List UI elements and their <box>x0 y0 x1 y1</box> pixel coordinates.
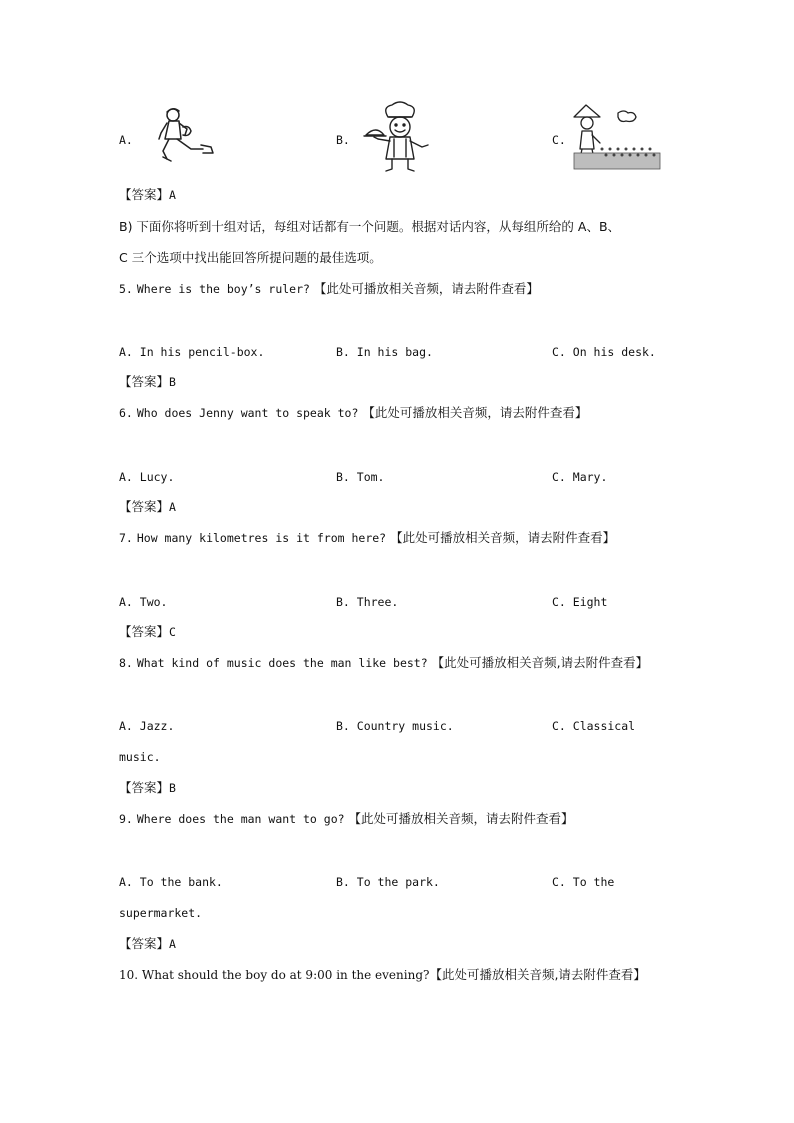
option-label: C. <box>552 133 566 147</box>
answer-value: A <box>169 188 176 202</box>
question-10 <box>119 967 646 983</box>
q7-option-a: A. Two. <box>119 595 168 609</box>
q6-option-b: B. Tom. <box>336 470 385 484</box>
audio-note: 【此处可播放相关音频，请去附件查看】 <box>362 405 588 420</box>
question-text: How many kilometres is it from here? <box>136 531 387 545</box>
q5-answer <box>119 374 176 390</box>
q9-option-a: A. To the bank. <box>119 875 223 889</box>
section-b-instruction-line1: B) 下面你将听到十组对话，每组对话都有一个问题。根据对话内容，从每组所给的 A、B、 <box>119 219 621 234</box>
question-number: 8. <box>119 656 133 670</box>
q5-option-b: B. In his bag. <box>336 345 433 359</box>
question-7 <box>119 530 615 546</box>
q9-option-b: B. To the park. <box>336 875 440 889</box>
answer-value: C <box>169 625 176 639</box>
answer-label: 【答案】 <box>119 624 170 639</box>
answer-value: B <box>169 781 176 795</box>
q8-answer <box>119 780 176 796</box>
q7-option-b: B. Three. <box>336 595 399 609</box>
q8-option-c-continued: music. <box>119 750 161 764</box>
question-text: What should the boy do at 9:00 in the evening? <box>141 968 430 982</box>
question-number: 7. <box>119 531 133 545</box>
question-text: Who does Jenny want to speak to? <box>136 406 359 420</box>
audio-note: 【此处可播放相关音频，请去附件查看】 <box>313 281 539 296</box>
question-6 <box>119 405 587 421</box>
audio-note: 【此处可播放相关音频，请去附件查看】 <box>390 530 616 545</box>
q4-answer <box>119 187 176 203</box>
option-label: A. <box>119 133 133 147</box>
answer-label: 【答案】 <box>119 936 170 951</box>
question-8 <box>119 655 648 671</box>
q7-option-c: C. Eight <box>552 595 608 609</box>
answer-label: 【答案】 <box>119 499 170 514</box>
q9-answer <box>119 936 176 952</box>
q6-option-c: C. Mary. <box>552 470 608 484</box>
audio-note: 【此处可播放相关音频，请去附件查看】 <box>348 811 574 826</box>
audio-note: 【此处可播放相关音频,请去附件查看】 <box>429 967 646 982</box>
audio-note: 【此处可播放相关音频,请去附件查看】 <box>431 655 649 670</box>
answer-value: A <box>169 500 176 514</box>
question-9 <box>119 811 574 827</box>
question-text: Where does the man want to go? <box>136 812 345 826</box>
question-text: Where is the boy’s ruler? <box>136 282 310 296</box>
section-b-instruction-line2: C 三个选项中找出能回答所提问题的最佳选项。 <box>119 250 382 265</box>
chef-icon <box>362 101 438 173</box>
q6-option-a: A. Lucy. <box>119 470 175 484</box>
answer-label: 【答案】 <box>119 187 170 202</box>
question-number: 5. <box>119 282 133 296</box>
answer-label: 【答案】 <box>119 780 170 795</box>
q9-option-c-continued: supermarket. <box>119 906 203 920</box>
question-number: 10. <box>119 968 139 982</box>
q5-option-c: C. On his desk. <box>552 345 656 359</box>
question-5 <box>119 281 539 297</box>
q6-answer <box>119 499 176 515</box>
answer-label: 【答案】 <box>119 374 170 389</box>
q8-option-c: C. Classical <box>552 719 636 733</box>
farmer-icon <box>572 103 664 171</box>
answer-value: B <box>169 375 176 389</box>
q7-answer <box>119 624 176 640</box>
running-boy-icon <box>155 105 225 165</box>
question-number: 9. <box>119 812 133 826</box>
q5-option-a: A. In his pencil-box. <box>119 345 265 359</box>
option-label: B. <box>336 133 350 147</box>
q9-option-c: C. To the <box>552 875 615 889</box>
answer-value: A <box>169 937 176 951</box>
question-text: What kind of music does the man like best? <box>136 656 428 670</box>
q8-option-a: A. Jazz. <box>119 719 175 733</box>
q8-option-b: B. Country music. <box>336 719 454 733</box>
question-number: 6. <box>119 406 133 420</box>
